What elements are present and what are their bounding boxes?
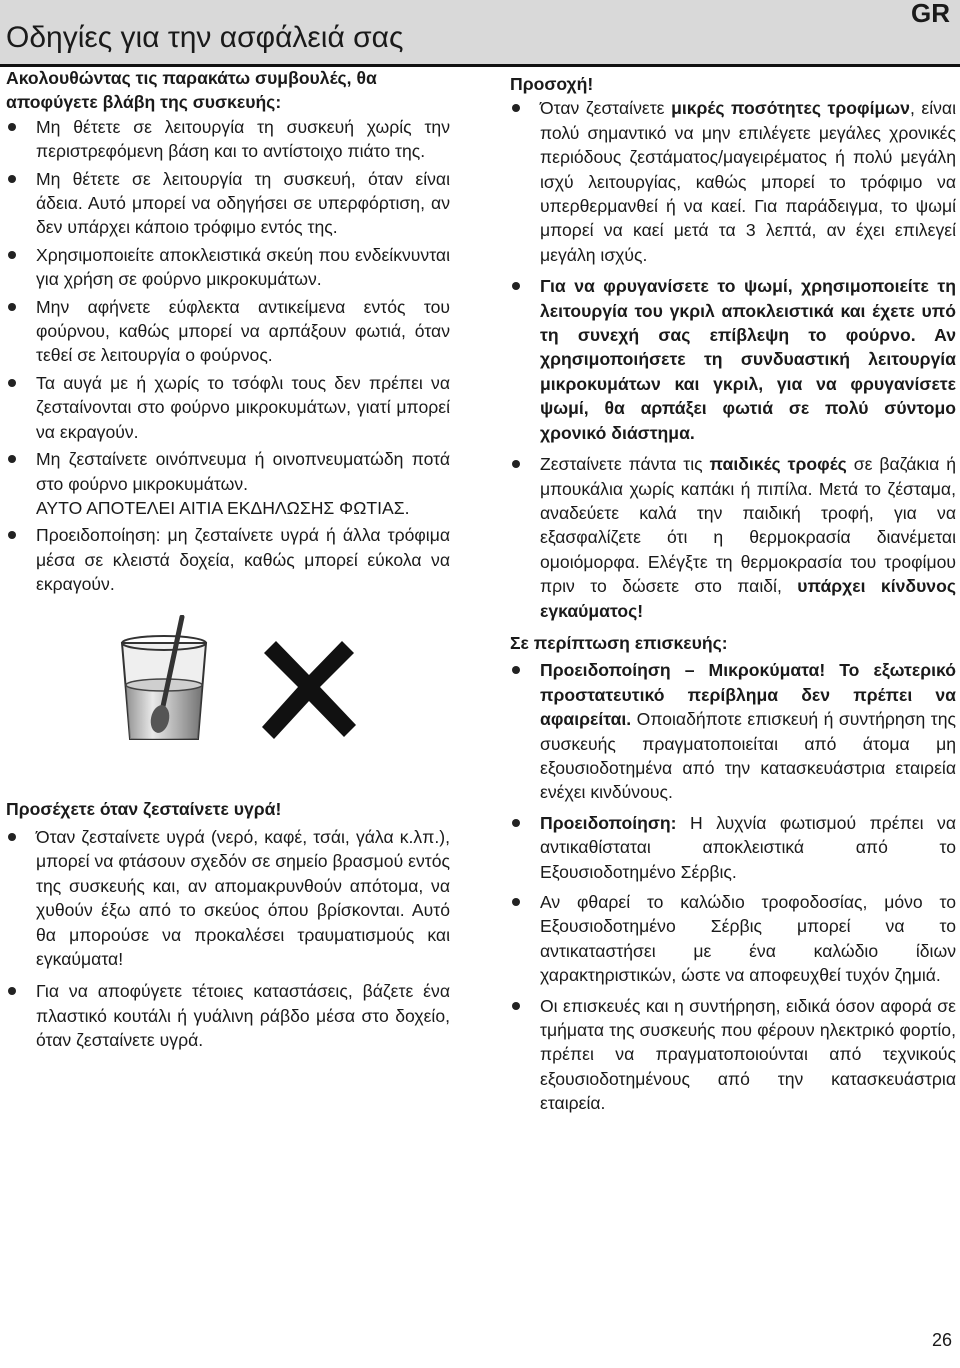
- service-list: [510, 658, 956, 1115]
- service-heading: Σε περίπτωση επισκευής:: [510, 632, 728, 653]
- caution-heading: Προσοχή!: [510, 74, 594, 94]
- list-item: Όταν ζεσταίνετε μικρές ποσότητες τροφίμων, είναι πολύ σημαντικό να μην επιλέγετε μεγάλες χρονικές περιόδους ζεστάματος/μαγειρέματος ή πολύ μεγάλη ισχύ λειτουργίας, καθώς μπορεί το τρόφιμο να υπερθερμανθεί ή να καεί. Για παράδειγμα, το ψωμί μπορεί να καεί μετά τα 3 λεπτά, αν έχει επιλεγεί μεγάλη ισχύς.: [510, 96, 956, 267]
- liquids-heading: Προσέχετε όταν ζεσταίνετε υγρά!: [6, 798, 282, 819]
- page-title: Οδηγίες για την ασφάλειά σας: [6, 21, 404, 54]
- left-column: [6, 64, 450, 1053]
- glass-with-spoon-icon: [114, 615, 214, 745]
- list-item: Ζεσταίνετε πάντα τις παιδικές τροφές σε βαζάκια ή μπουκάλια χωρίς καπάκι ή πιπίλα. Μετά το ζέσταμα, αναδεύετε καλά την παιδική τροφή, για να εξασφαλίζετε ότι η θερμοκρασία διανέμεται ομοιόμορφα. Ελέγξτε τη θερμοκρασία του τροφίμου πριν το δώσετε στο παιδί, υπάρχει κίνδυνος εγκαύματος!: [510, 452, 956, 623]
- liquids-list: [6, 825, 450, 1053]
- list-item: Προειδοποίηση: μη ζεσταίνετε υγρά ή άλλα τρόφιμα μέσα σε κλειστά δοχεία, καθώς μπορεί εύκολα να εκραγούν.: [6, 523, 450, 596]
- list-item: Για να φρυγανίσετε το ψωμί, χρησιμοποιείτε τη λειτουργία του γκριλ αποκλειστικά και έχετε υπό τη συνεχή σας επίβλεψη το φούρνο. Αν χρησιμοποιήσετε τη συνδυαστική λειτουργία μικροκυμάτων και γκριλ, για να φρυγανίσετε ψωμί, θα αρπάξει φωτιά σε πολύ σύντομο χρονικό διάστημα.: [510, 274, 956, 445]
- list-item: Τα αυγά με ή χωρίς το τσόφλι τους δεν πρέπει να ζεσταίνονται στο φούρνο μικροκυμάτων, γιατί μπορεί να εκραγούν.: [6, 371, 450, 444]
- caution-list: [510, 96, 956, 623]
- fire-warning: ΑΥΤΟ ΑΠΟΤΕΛΕΙ ΑΙΤΙΑ ΕΚΔΗΛΩΣΗΣ ΦΩΤΙΑΣ.: [36, 497, 410, 518]
- list-item-text: Μη ζεσταίνετε οινόπνευμα ή οινοπνευματώδη ποτά στο φούρνο μικροκυμάτων.: [36, 449, 450, 494]
- list-item: [6, 447, 450, 520]
- list-item: Προειδοποίηση: Η λυχνία φωτισμού πρέπει να αντικαθίσταται αποκλειστικά από το Εξουσιοδοτημένο Σέρβις.: [510, 811, 956, 884]
- list-item: Χρησιμοποιείτε αποκλειστικά σκεύη που ενδείκνυνται για χρήση σε φούρνο μικροκυμάτων.: [6, 243, 450, 292]
- list-item: Αν φθαρεί το καλώδιο τροφοδοσίας, μόνο το Εξουσιοδοτημένο Σέρβις μπορεί να το αντικαταστήσει με ένα καλώδιο ίδιων χαρακτηριστικών, ώστε να αποφευχθεί τυχόν ζημιά.: [510, 890, 956, 988]
- list-item: Μην αφήνετε εύφλεκτα αντικείμενα εντός του φούρνου, καθώς μπορεί να αρπάξουν φωτιά, όταν τεθεί σε λειτουργία ο φούρνος.: [6, 295, 450, 368]
- illustration: [114, 615, 414, 745]
- appliance-safety-list: [6, 115, 450, 597]
- language-label: GR: [911, 0, 950, 28]
- list-item: Όταν ζεσταίνετε υγρά (νερό, καφέ, τσάι, γάλα κ.λπ.), μπορεί να φτάσουν σχεδόν σε σημείο βρασμού εντός της συσκευής και, αν απομακρυνθούν απότομα, να χυθούν έξω από το σκεύος όπου βρίσκονται. Αυτό θα μπορούσε να προκαλέσει τραυματισμούς και εγκαύματα!: [6, 825, 450, 971]
- list-item: Μη θέτετε σε λειτουργία τη συσκευή χωρίς την περιστρεφόμενη βάση και το αντίστοιχο πιάτο της.: [6, 115, 450, 164]
- list-item: Για να αποφύγετε τέτοιες καταστάσεις, βάζετε ένα πλαστικό κουτάλι ή γυάλινη ράβδο μέσα στο δοχείο, όταν ζεσταίνετε υγρά.: [6, 979, 450, 1052]
- list-item: Οι επισκευές και η συντήρηση, ειδικά όσον αφορά σε τμήματα της συσκευής που φέρουν ηλεκτρικό φορτίο, πρέπει να πραγματοποιούνται από τεχνικούς εξουσιοδοτημένους από την κατασκευάστρια εταιρεία.: [510, 994, 956, 1116]
- list-item: Μη θέτετε σε λειτουργία τη συσκευή, όταν είναι άδεια. Αυτό μπορεί να οδηγήσει σε υπερφόρτιση, αν δεν υπάρχει κάποιο τρόφιμο εντός της.: [6, 167, 450, 240]
- intro-heading: Ακολουθώντας τις παρακάτω συμβουλές, θα αποφύγετε βλάβη της συσκευής:: [6, 68, 377, 113]
- right-column: [510, 64, 956, 1116]
- list-item: Προειδοποίηση – Μικροκύματα! Το εξωτερικό προστατευτικό περίβλημα δεν πρέπει να αφαιρείται. Οποιαδήποτε επισκευή ή συντήρηση της συσκευής πραγματοποιείται από άτομα μη εξουσιοδοτημένα από την κατασκευάστρια εταιρεία ενέχει κινδύνους.: [510, 658, 956, 804]
- title-bar: [0, 0, 960, 67]
- cross-icon: [254, 635, 364, 745]
- page-number: 26: [931, 1330, 952, 1350]
